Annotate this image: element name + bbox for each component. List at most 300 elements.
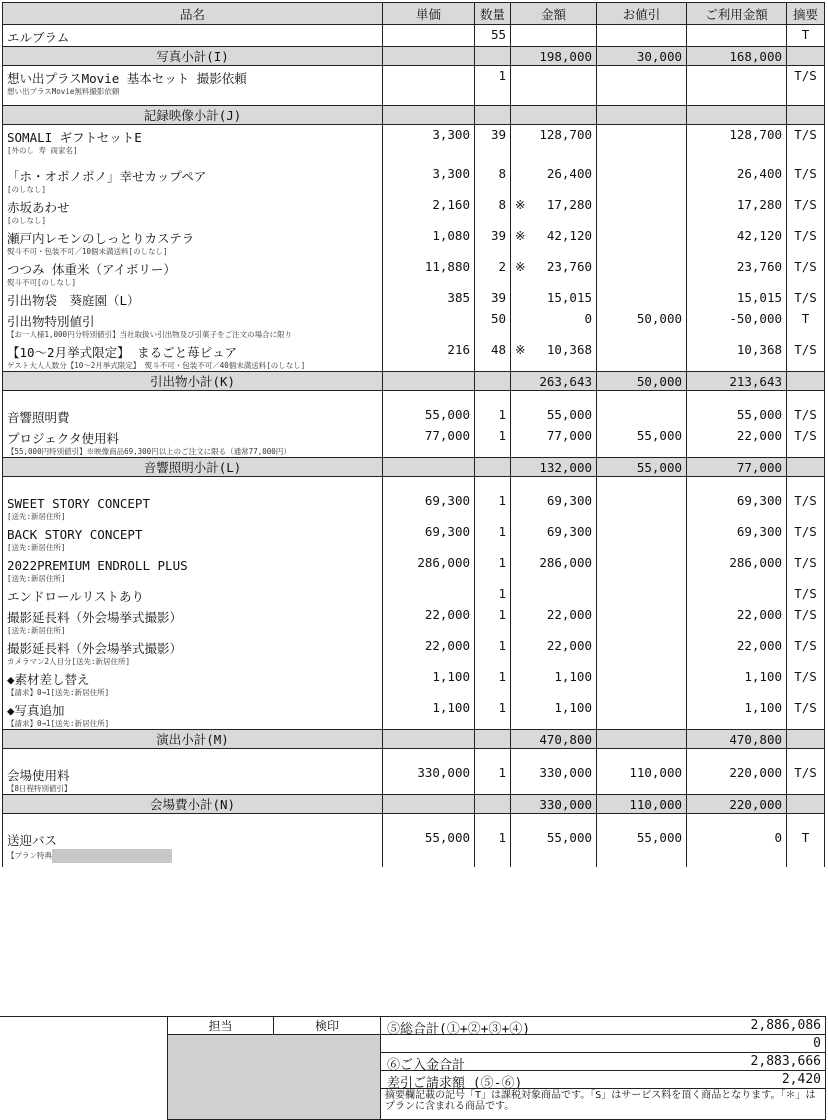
item-memo: T/S	[787, 553, 825, 584]
item-total	[687, 405, 787, 426]
item-qty	[475, 226, 511, 257]
item-amount	[511, 426, 597, 458]
item-memo: T/S	[787, 226, 825, 257]
item-amount	[511, 66, 597, 106]
table-header	[3, 3, 825, 25]
item-total	[687, 584, 787, 605]
signature-area	[167, 1034, 381, 1120]
item-unit	[383, 125, 475, 165]
line-item-row	[3, 584, 825, 605]
item-total	[687, 667, 787, 698]
header-amount: 金額	[511, 3, 597, 25]
item-qty	[475, 763, 511, 795]
item-total	[687, 828, 787, 867]
item-discount-value: 50,000	[636, 311, 682, 326]
item-name: エルブラム	[7, 30, 70, 45]
spacer-row	[3, 814, 825, 829]
item-name-cell	[3, 25, 383, 47]
item-total	[687, 698, 787, 730]
item-amount	[511, 226, 597, 257]
subtotal-amount: 132,000	[511, 458, 597, 477]
item-amount-value: 330,000	[539, 765, 592, 780]
item-total-value: 55,000	[736, 407, 782, 422]
item-unit	[383, 426, 475, 458]
item-amount-value: 22,000	[546, 638, 592, 653]
item-memo: T/S	[787, 257, 825, 288]
item-note: [のしなし]	[7, 185, 47, 194]
item-unit-value: 385	[447, 290, 470, 305]
header-name: 品名	[3, 3, 383, 25]
item-amount	[511, 636, 597, 667]
grand-total-row	[380, 1016, 826, 1035]
subtotal-qty	[475, 795, 511, 814]
item-total-value: 42,120	[736, 228, 782, 243]
line-item-row	[3, 491, 825, 522]
item-amount-value: 26,400	[546, 166, 592, 181]
item-total-value: 286,000	[729, 555, 782, 570]
subtotal-amount	[511, 106, 597, 125]
item-unit-value: 1,100	[432, 669, 470, 684]
item-unit-value: 216	[447, 342, 470, 357]
item-note: 【請求】0→1[送先:新居住所]	[7, 719, 110, 728]
item-total-value: 1,100	[744, 700, 782, 715]
item-unit-value: 11,880	[424, 259, 470, 274]
item-name: 【10～2月挙式限定】 まるごと苺ピュア	[7, 345, 238, 360]
item-qty-value: 8	[498, 166, 506, 181]
item-note: [送先:新居住所]	[7, 543, 66, 552]
item-note: 【55,000円特別値引】※映像商品69,300円以上のご注文に限る（通常77,000円）	[7, 447, 291, 456]
line-item-row	[3, 553, 825, 584]
item-total-value: 0	[774, 830, 782, 845]
item-memo: T/S	[787, 66, 825, 106]
item-discount-value: 110,000	[629, 765, 682, 780]
subtotal-discount	[597, 730, 687, 749]
item-unit	[383, 605, 475, 636]
subtotal-total: 168,000	[687, 47, 787, 66]
item-note: [送先:新居住所]	[7, 626, 66, 635]
subtotal-label: 会場費小計(N)	[3, 795, 383, 814]
item-unit-value: 69,300	[424, 493, 470, 508]
subtotal-row	[3, 795, 825, 814]
item-memo: T/S	[787, 636, 825, 667]
item-unit	[383, 195, 475, 226]
item-amount-value: 15,015	[546, 290, 592, 305]
item-name: BACK STORY CONCEPT	[7, 527, 143, 542]
item-qty-value: 1	[498, 493, 506, 508]
item-note: [送先:新居住所]	[7, 574, 66, 583]
item-unit-value: 55,000	[424, 830, 470, 845]
item-total	[687, 226, 787, 257]
item-name-cell	[3, 553, 383, 584]
subtotal-unit	[383, 47, 475, 66]
item-qty-value: 48	[490, 342, 506, 357]
header-total: ご利用金額	[687, 3, 787, 25]
item-name-cell	[3, 584, 383, 605]
subtotal-unit	[383, 458, 475, 477]
item-note: 熨斗不可[のしなし]	[7, 278, 77, 287]
item-qty	[475, 25, 511, 47]
blank-value: 0	[813, 1036, 821, 1051]
item-qty-value: 1	[498, 607, 506, 622]
subtotal-memo	[787, 730, 825, 749]
item-discount	[597, 698, 687, 730]
item-total-value: 22,000	[736, 607, 782, 622]
item-total-value: 22,000	[736, 638, 782, 653]
item-memo: T	[787, 828, 825, 867]
deposit-value: 2,883,666	[750, 1054, 821, 1069]
item-name-cell	[3, 195, 383, 226]
item-qty-value: 1	[498, 669, 506, 684]
item-discount	[597, 195, 687, 226]
subtotal-unit	[383, 372, 475, 391]
subtotal-amount: 263,643	[511, 372, 597, 391]
item-qty	[475, 405, 511, 426]
item-memo: T/S	[787, 698, 825, 730]
item-discount	[597, 25, 687, 47]
item-qty-value: 1	[498, 407, 506, 422]
line-item-row	[3, 66, 825, 106]
note-mark: ※	[515, 228, 526, 243]
item-total-value: 23,760	[736, 259, 782, 274]
item-total	[687, 257, 787, 288]
item-unit	[383, 522, 475, 553]
line-item-row	[3, 309, 825, 340]
line-item-row	[3, 405, 825, 426]
item-qty-value: 1	[498, 586, 506, 601]
item-discount	[597, 667, 687, 698]
item-qty-value: 1	[498, 700, 506, 715]
subtotal-label: 引出物小計(K)	[3, 372, 383, 391]
line-item-row	[3, 164, 825, 195]
item-name-cell	[3, 257, 383, 288]
item-unit-value: 3,300	[432, 127, 470, 142]
deposit-label: ⑥ご入金合計	[387, 1058, 466, 1073]
item-qty	[475, 164, 511, 195]
item-memo: T/S	[787, 763, 825, 795]
line-item-row	[3, 522, 825, 553]
item-note: [のしなし]	[7, 216, 47, 225]
item-amount	[511, 309, 597, 340]
item-memo: T/S	[787, 340, 825, 372]
item-name-cell	[3, 522, 383, 553]
item-name-cell	[3, 426, 383, 458]
deposit-row	[380, 1052, 826, 1071]
subtotal-discount: 30,000	[597, 47, 687, 66]
item-unit-value: 286,000	[417, 555, 470, 570]
memo-legend: 摘要欄記載の記号「T」は課税対象商品です。「S」はサービス料を頂く商品となります。「＊」はプランに含まれる商品です。	[380, 1088, 826, 1120]
item-amount-value: 17,280	[546, 197, 592, 212]
item-total-value: 26,400	[736, 166, 782, 181]
item-total	[687, 25, 787, 47]
balance-value: 2,420	[781, 1072, 821, 1087]
item-name-cell	[3, 828, 383, 867]
item-amount-value: 42,120	[546, 228, 592, 243]
item-qty	[475, 340, 511, 372]
item-name-cell	[3, 125, 383, 165]
item-note: [外のし 寿 両家名]	[7, 146, 78, 155]
note-mark: ※	[515, 342, 526, 357]
item-discount	[597, 309, 687, 340]
item-memo: T/S	[787, 605, 825, 636]
subtotal-qty	[475, 458, 511, 477]
item-qty-value: 1	[498, 555, 506, 570]
item-name: プロジェクタ使用料	[7, 431, 120, 446]
item-amount	[511, 522, 597, 553]
subtotal-label: 演出小計(M)	[3, 730, 383, 749]
subtotal-total: 77,000	[687, 458, 787, 477]
item-name-cell	[3, 763, 383, 795]
item-unit	[383, 584, 475, 605]
subtotal-total: 213,643	[687, 372, 787, 391]
line-item-row	[3, 636, 825, 667]
blank-row	[380, 1034, 826, 1053]
note-mark: ※	[515, 197, 526, 212]
item-name-cell	[3, 491, 383, 522]
subtotal-memo	[787, 47, 825, 66]
item-total	[687, 763, 787, 795]
subtotal-total: 470,800	[687, 730, 787, 749]
item-amount-value: 1,100	[554, 700, 592, 715]
item-memo: T/S	[787, 491, 825, 522]
item-qty	[475, 667, 511, 698]
item-amount	[511, 340, 597, 372]
item-discount-value: 55,000	[636, 428, 682, 443]
item-unit-value: 330,000	[417, 765, 470, 780]
subtotal-memo	[787, 106, 825, 125]
item-discount	[597, 66, 687, 106]
subtotal-qty	[475, 47, 511, 66]
item-unit	[383, 257, 475, 288]
item-amount	[511, 828, 597, 867]
item-qty	[475, 828, 511, 867]
item-qty	[475, 698, 511, 730]
item-discount	[597, 405, 687, 426]
item-qty	[475, 288, 511, 309]
item-amount-value: 55,000	[546, 407, 592, 422]
item-memo: T/S	[787, 426, 825, 458]
subtotal-total: 220,000	[687, 795, 787, 814]
subtotal-amount: 330,000	[511, 795, 597, 814]
item-name: 送迎バス	[7, 833, 58, 848]
item-amount-value: 0	[584, 311, 592, 326]
item-name: SOMALI ギフトセットE	[7, 130, 142, 145]
item-memo: T/S	[787, 288, 825, 309]
item-discount	[597, 340, 687, 372]
item-total-value: 69,300	[736, 493, 782, 508]
item-memo: T/S	[787, 164, 825, 195]
item-total	[687, 309, 787, 340]
item-amount	[511, 195, 597, 226]
footer-blank	[0, 1016, 168, 1120]
item-unit	[383, 553, 475, 584]
item-qty-value: 39	[490, 228, 506, 243]
staff-label: 担当	[167, 1016, 274, 1035]
item-unit	[383, 667, 475, 698]
item-amount	[511, 25, 597, 47]
item-note: 【8日程特別値引】	[7, 784, 72, 793]
item-unit-value: 69,300	[424, 524, 470, 539]
item-qty	[475, 309, 511, 340]
line-item-row	[3, 763, 825, 795]
item-unit	[383, 636, 475, 667]
item-total	[687, 553, 787, 584]
grand-total-label: ⑤総合計(①+②+③+④)	[387, 1022, 531, 1037]
item-amount	[511, 553, 597, 584]
subtotal-label: 音響照明小計(L)	[3, 458, 383, 477]
item-discount	[597, 636, 687, 667]
item-unit	[383, 340, 475, 372]
item-name: 引出物袋 葵庭園（L）	[7, 293, 140, 308]
item-unit	[383, 309, 475, 340]
line-item-row	[3, 125, 825, 165]
item-total	[687, 164, 787, 195]
item-unit-value: 55,000	[424, 407, 470, 422]
subtotal-discount: 110,000	[597, 795, 687, 814]
line-item-row	[3, 226, 825, 257]
item-name: 音響照明費	[7, 410, 70, 425]
item-name-cell	[3, 164, 383, 195]
item-amount-value: 69,300	[546, 493, 592, 508]
item-qty-value: 2	[498, 259, 506, 274]
item-note: 【請求】0→1[送先:新居住所]	[7, 688, 110, 697]
item-memo: T/S	[787, 405, 825, 426]
subtotal-unit	[383, 730, 475, 749]
item-name: ◆写真追加	[7, 703, 65, 718]
balance-label: 差引ご請求額 (⑤-⑥)	[387, 1076, 523, 1091]
redaction-block	[52, 849, 172, 863]
item-unit	[383, 698, 475, 730]
invoice-table	[2, 2, 825, 867]
item-unit	[383, 491, 475, 522]
item-discount	[597, 828, 687, 867]
item-unit-value: 2,160	[432, 197, 470, 212]
subtotal-label: 写真小計(I)	[3, 47, 383, 66]
item-unit	[383, 25, 475, 47]
item-amount	[511, 667, 597, 698]
item-amount-value: 1,100	[554, 669, 592, 684]
item-unit-value: 1,100	[432, 700, 470, 715]
item-qty-value: 39	[490, 127, 506, 142]
item-unit-value: 3,300	[432, 166, 470, 181]
item-name: 撮影延長料（外会場挙式撮影）	[7, 610, 183, 625]
item-amount-value: 22,000	[546, 607, 592, 622]
item-total	[687, 288, 787, 309]
line-item-row	[3, 605, 825, 636]
item-discount-value: 55,000	[636, 830, 682, 845]
item-amount-value: 10,368	[546, 342, 592, 357]
item-qty-value: 1	[498, 638, 506, 653]
item-note: [送先:新居住所]	[7, 512, 66, 521]
header-unit-price: 単価	[383, 3, 475, 25]
subtotal-unit	[383, 106, 475, 125]
item-amount	[511, 584, 597, 605]
item-discount	[597, 288, 687, 309]
item-note: 【お一人様1,000円分特別値引】当社取扱い引出物及び引菓子をご注文の場合に限り	[7, 330, 293, 339]
item-note: 【プラン特典	[7, 851, 52, 860]
item-unit-value: 22,000	[424, 638, 470, 653]
item-discount	[597, 763, 687, 795]
subtotal-memo	[787, 372, 825, 391]
item-total-value: 17,280	[736, 197, 782, 212]
item-note: カメラマン2人目分[送先:新居住所]	[7, 657, 131, 666]
subtotal-discount: 55,000	[597, 458, 687, 477]
line-item-row	[3, 195, 825, 226]
item-discount	[597, 257, 687, 288]
item-total-value: 10,368	[736, 342, 782, 357]
subtotal-amount: 198,000	[511, 47, 597, 66]
item-qty	[475, 553, 511, 584]
subtotal-memo	[787, 795, 825, 814]
item-amount-value: 286,000	[539, 555, 592, 570]
spacer-row	[3, 749, 825, 764]
item-qty-value: 50	[490, 311, 506, 326]
item-total	[687, 605, 787, 636]
item-amount	[511, 698, 597, 730]
item-memo: T/S	[787, 522, 825, 553]
item-name: 会場使用料	[7, 768, 70, 783]
item-name-cell	[3, 340, 383, 372]
item-qty	[475, 636, 511, 667]
item-name: 2022PREMIUM ENDROLL PLUS	[7, 558, 188, 573]
item-unit-value: 77,000	[424, 428, 470, 443]
item-amount-value: 23,760	[546, 259, 592, 274]
item-amount	[511, 605, 597, 636]
item-qty	[475, 522, 511, 553]
line-item-row	[3, 698, 825, 730]
item-qty-value: 1	[498, 428, 506, 443]
item-amount-value: 77,000	[546, 428, 592, 443]
header-discount: お値引	[597, 3, 687, 25]
item-amount-value: 55,000	[546, 830, 592, 845]
item-name-cell	[3, 636, 383, 667]
subtotal-qty	[475, 372, 511, 391]
item-discount	[597, 164, 687, 195]
item-name-cell	[3, 667, 383, 698]
item-discount	[597, 553, 687, 584]
item-name-cell	[3, 66, 383, 106]
item-unit	[383, 288, 475, 309]
line-item-row	[3, 828, 825, 867]
item-name: 想い出プラスMovie 基本セット 撮影依頼	[7, 71, 247, 86]
item-amount	[511, 125, 597, 165]
item-qty	[475, 426, 511, 458]
subtotal-discount	[597, 106, 687, 125]
item-qty	[475, 66, 511, 106]
item-name-cell	[3, 309, 383, 340]
subtotal-row	[3, 372, 825, 391]
item-qty	[475, 125, 511, 165]
item-qty	[475, 605, 511, 636]
subtotal-discount: 50,000	[597, 372, 687, 391]
line-item-row	[3, 426, 825, 458]
item-total	[687, 125, 787, 165]
subtotal-unit	[383, 795, 475, 814]
item-discount	[597, 226, 687, 257]
item-qty-value: 1	[498, 830, 506, 845]
item-name: 撮影延長料（外会場挙式撮影）	[7, 641, 183, 656]
item-unit	[383, 226, 475, 257]
item-memo: T/S	[787, 195, 825, 226]
subtotal-total	[687, 106, 787, 125]
item-total	[687, 340, 787, 372]
subtotal-row	[3, 47, 825, 66]
item-name: SWEET STORY CONCEPT	[7, 496, 150, 511]
item-total	[687, 195, 787, 226]
item-note: 熨斗不可・包装不可／10個未満送料[のしなし]	[7, 247, 168, 256]
item-discount	[597, 522, 687, 553]
item-note: 想い出プラスMovie無料撮影依頼	[7, 87, 120, 96]
item-note: ゲスト大人人数分【10～2月挙式限定】 熨斗不可・包装不可／40個未満送料[のしなし]	[7, 361, 306, 370]
